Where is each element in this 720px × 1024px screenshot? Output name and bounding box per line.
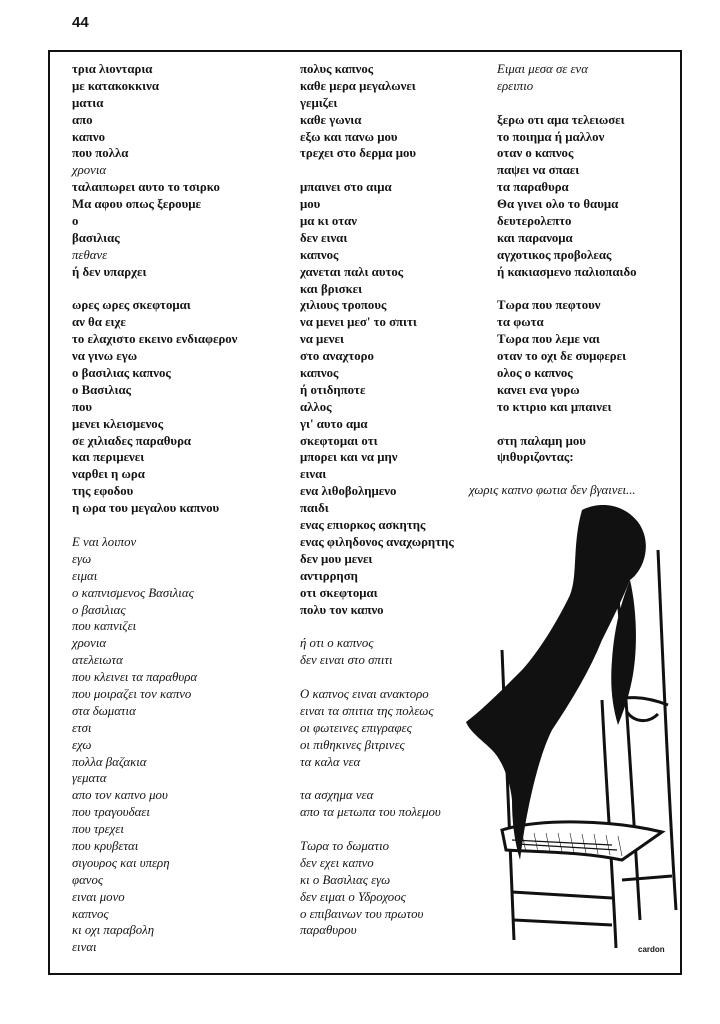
poem-line: μενει κλεισμενος: [72, 416, 164, 431]
poem-line: που τρεχει: [72, 822, 124, 837]
poem-line: ή κακιασμενο παλιοπαιδο: [497, 264, 637, 279]
poem-line: ή δεν υπαρχει: [72, 264, 147, 279]
poem-line: το κτιριο και μπαινει: [497, 399, 612, 414]
poem-line: εγω: [72, 551, 92, 566]
poem-line: μα κι οταν: [300, 214, 358, 229]
poem-line: ή οτι ο καπνος: [300, 636, 374, 651]
poem-line: ο καπνισμενος Βασιλιας: [72, 585, 194, 600]
poem-line: ο επιβαινων του πρωτου: [300, 906, 424, 921]
poem-line: [497, 416, 637, 433]
poem-line: γι' αυτο αμα: [300, 416, 368, 431]
poem-line: Θα γινει ολο το θαυμα: [497, 197, 619, 212]
poem-line: καπνος: [300, 366, 339, 381]
poem-line: ειναι: [72, 940, 97, 955]
poem-line: στη παλαμη μου: [497, 433, 586, 448]
figure-on-chair-illustration: [462, 500, 680, 960]
page-number: 44: [72, 14, 89, 31]
poem-line: [300, 821, 454, 838]
poem-line: κανει ενα γυρω: [497, 382, 580, 397]
poem-line: που τραγουδαει: [72, 805, 150, 820]
poem-line: πολλα βαζακια: [72, 754, 147, 769]
poem-line: χρονια: [72, 636, 107, 651]
poem-line: καθε γωνια: [300, 112, 362, 127]
poem-line: κι ο Βασιλιας εγω: [300, 872, 391, 887]
poem-line: Μα αφου οπως ξερουμε: [72, 197, 201, 212]
poem-line: τα φωτα: [497, 315, 544, 330]
poem-line: καπνος: [72, 906, 109, 921]
poem-line: Τωρα που λεμε ναι: [497, 332, 600, 347]
poem-column-3: [497, 61, 637, 466]
poem-line: ειναι τα σπιτια της πολεως: [300, 703, 434, 718]
poem-line: Τωρα που πεφτουν: [497, 298, 601, 313]
poem-line: χρονια: [72, 163, 107, 178]
poem-line: που: [72, 399, 93, 414]
poem-line: ειναι: [300, 467, 327, 482]
poem-line: ειμαι: [72, 568, 98, 583]
poem-line: να μενει: [300, 332, 344, 347]
poem-line: ενα λιθοβολημενο: [300, 484, 397, 499]
poem-line: καθε μερα μεγαλωνει: [300, 78, 416, 93]
poem-line: τα παραθυρα: [497, 180, 569, 195]
poem-line: αλλος: [300, 399, 332, 414]
poem-line: καπνος: [300, 247, 339, 262]
poem-line: ενας φιληδονος αναχωρητης: [300, 534, 454, 549]
poem-line: και περιμενει: [72, 450, 145, 465]
poem-line: παραθυρου: [300, 923, 357, 938]
poem-line: που κρυβεται: [72, 838, 139, 853]
poem-line: ναρθει η ωρα: [72, 467, 145, 482]
poem-line: αν θα ειχε: [72, 315, 126, 330]
poem-line: πεθανε: [72, 247, 108, 262]
poem-line: δευτερολεπτο: [497, 214, 572, 229]
poem-line: το ποιημα ή μαλλον: [497, 129, 605, 144]
poem-line: [72, 281, 237, 298]
poem-line: [497, 281, 637, 298]
poem-line: που πολλα: [72, 146, 129, 161]
poem-line: απο τα μετωπα του πολεμου: [300, 805, 441, 820]
poem-line: μπαινει στο αιμα: [300, 180, 392, 195]
poem-line: στο αναχτορο: [300, 349, 374, 364]
poem-line: δεν μου μενει: [300, 551, 373, 566]
hunched-figure: [466, 505, 646, 860]
poem-line: μπορει και να μην: [300, 450, 398, 465]
poem-line: χιλιους τροπους: [300, 298, 387, 313]
poem-line: το ελαχιστο εκεινο ενδιαφερον: [72, 332, 238, 347]
poem-line: ερειπιο: [497, 78, 534, 93]
poem-line: στα δωματια: [72, 703, 136, 718]
poem-line: η ωρα του μεγαλου καπνου: [72, 501, 220, 516]
poem-line: δεν ειναι: [300, 230, 348, 245]
poem-line: δεν ειμαι ο Υδροχοος: [300, 889, 406, 904]
poem-line: απο: [72, 112, 93, 127]
poem-closing-line: χωρις καπνο φωτια δεν βγαινει...: [469, 483, 636, 497]
poem-line: [300, 618, 454, 635]
poem-line: αγχοτικος προβολεας: [497, 247, 612, 262]
poem-line: που μοιραζει τον καπνο: [72, 686, 192, 701]
poem-line: οι πιθηκινες βιτρινες: [300, 737, 405, 752]
poem-line: της εφοδου: [72, 484, 134, 499]
poem-line: [300, 770, 454, 787]
poem-line: απο τον καπνο μου: [72, 788, 168, 803]
poem-line: ο Βασιλιας: [72, 382, 131, 397]
poem-line: σιγουρος και υπερη: [72, 855, 170, 870]
poem-line: βασιλιας: [72, 230, 120, 245]
poem-line: [300, 669, 454, 686]
poem-line: ξερω οτι αμα τελειωσει: [497, 112, 625, 127]
poem-line: τρεχει στο δερμα μου: [300, 146, 417, 161]
poem-line: τρια λιονταρια: [72, 62, 153, 76]
poem-line: εξω και πανω μου: [300, 129, 398, 144]
poem-line: Τωρα το δωματιο: [300, 838, 390, 853]
poem-line: ταλαιπωρει αυτο το τσιρκο: [72, 180, 220, 195]
poem-line: με κατακοκκινα: [72, 78, 160, 93]
poem-line: ματια: [72, 95, 104, 110]
poem-line: Ειμαι μεσα σε ενα: [497, 62, 588, 76]
poem-line: αντιρρηση: [300, 568, 358, 583]
poem-line: φανος: [72, 872, 104, 887]
poem-line: παψει να σπαει: [497, 163, 580, 178]
poem-line: παιδι: [300, 501, 329, 516]
poem-line: και παρανομα: [497, 230, 573, 245]
poem-line: [300, 162, 454, 179]
poem-line: ειναι μονο: [72, 889, 125, 904]
poem-line: γεματα: [72, 771, 107, 786]
poem-line: οταν ο καπνος: [497, 146, 574, 161]
poem-line: ολος ο καπνος: [497, 366, 573, 381]
poem-column-1: [72, 61, 237, 956]
poem-line: μου: [300, 197, 321, 212]
poem-line: σε χιλιαδες παραθυρα: [72, 433, 192, 448]
poem-line: Ο καπνος ειναι ανακτορο: [300, 686, 429, 701]
poem-line: οτι σκεφτομαι: [300, 585, 378, 600]
poem-line: ο βασιλιας: [72, 602, 126, 617]
poem-line: που κλεινει τα παραθυρα: [72, 670, 198, 685]
poem-line: [497, 95, 637, 112]
poem-line: ή οτιδηποτε: [300, 382, 366, 397]
poem-line: τα καλα νεα: [300, 754, 361, 769]
poem-line: ο βασιλιας καπνος: [72, 366, 171, 381]
poem-line: ετσι: [72, 720, 92, 735]
poem-line: ωρες ωρες σκεφτομαι: [72, 298, 191, 313]
poem-line: πολυς καπνος: [300, 62, 374, 76]
poem-line: ενας επιορκος ασκητης: [300, 518, 426, 533]
artist-signature: cardon: [638, 945, 665, 954]
poem-line: καπνο: [72, 129, 106, 144]
poem-line: ο: [72, 214, 79, 229]
poem-line: δεν ειναι στο σπιτι: [300, 653, 393, 668]
poem-line: γεμιζει: [300, 95, 338, 110]
poem-line: οι φωτεινες επιγραφες: [300, 720, 412, 735]
poem-line: ατελειωτα: [72, 653, 123, 668]
poem-line: εχω: [72, 737, 92, 752]
poem-line: χανεται παλι αυτος: [300, 264, 404, 279]
poem-column-2: [300, 61, 454, 939]
poem-line: [72, 517, 237, 534]
poem-line: οταν το οχι δε συμφερει: [497, 349, 627, 364]
poem-line: που καπνιζει: [72, 619, 137, 634]
poem-line: και βρισκει: [300, 281, 363, 296]
poem-line: δεν εχει καπνο: [300, 855, 374, 870]
poem-line: πολυ τον καπνο: [300, 602, 384, 617]
poem-line: να γινω εγω: [72, 349, 138, 364]
poem-line: να μενει μεσ' το σπιτι: [300, 315, 417, 330]
poem-line: Ε ναι λοιπον: [72, 534, 137, 549]
poem-line: σκεφτομαι οτι: [300, 433, 378, 448]
poem-line: κι οχι παραβολη: [72, 923, 155, 938]
poem-line: ψιθυριζοντας:: [497, 450, 574, 465]
poem-line: τα ασχημα νεα: [300, 788, 374, 803]
